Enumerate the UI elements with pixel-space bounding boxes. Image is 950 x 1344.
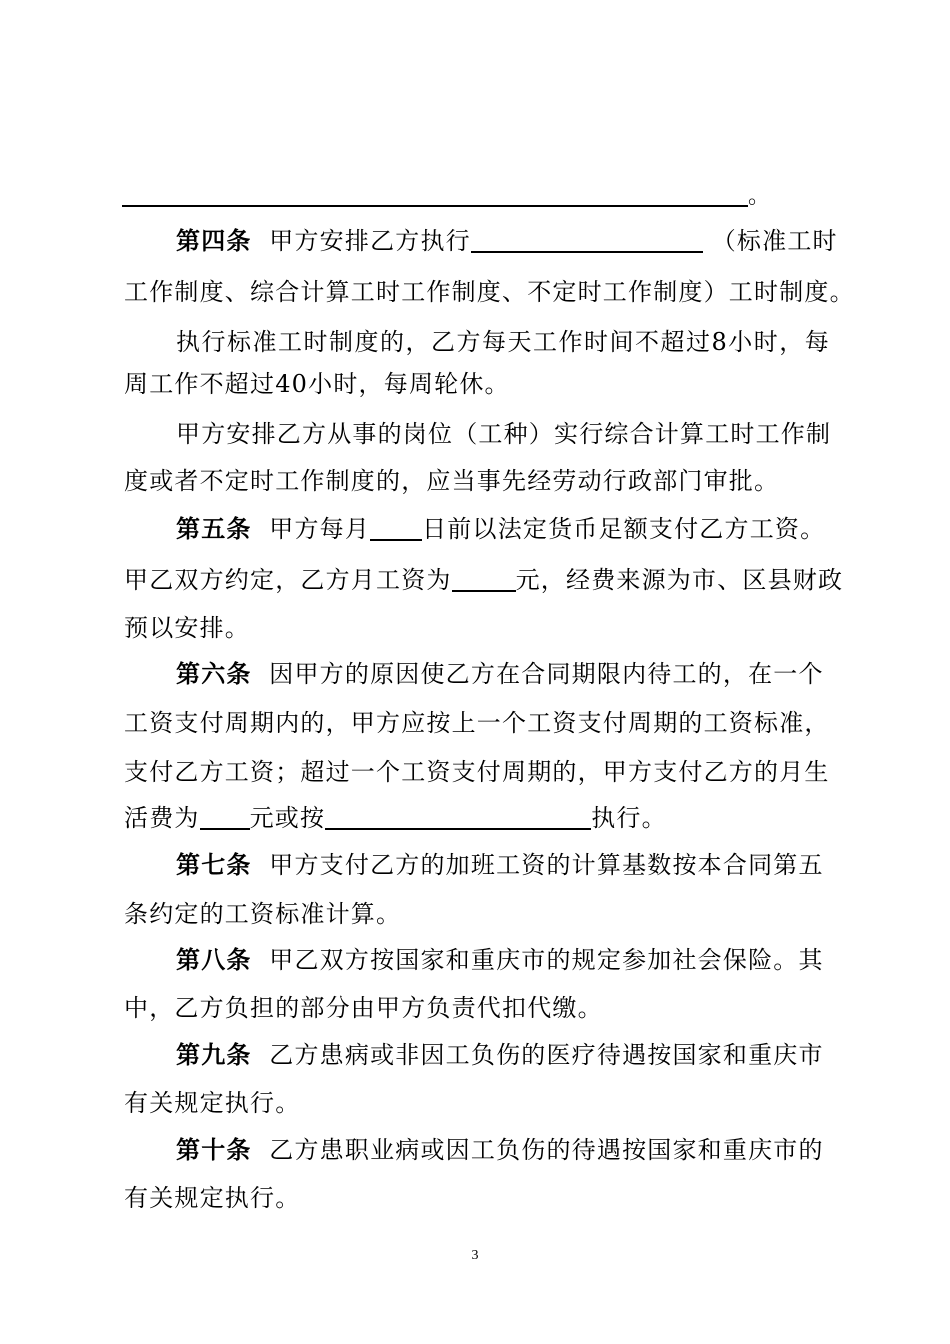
article-9-line-2: 有关规定执行。 <box>124 1089 301 1117</box>
article-9-title: 第九条 <box>176 1040 252 1069</box>
article-7-line-1: 第七条 甲方支付乙方的加班工资的计算基数按本合同第五 <box>176 850 824 879</box>
article-6-line-1: 第六条 因甲方的原因使乙方在合同期限内待工的，在一个 <box>176 659 824 688</box>
article-5-line-3: 预以安排。 <box>124 614 250 642</box>
article-7-title: 第七条 <box>176 850 252 879</box>
article-10-title: 第十条 <box>176 1135 252 1164</box>
article-6-line-4: 活费为 元或按 执行。 <box>124 804 667 832</box>
article-5-line-1: 第五条 甲方每月 日前以法定货币足额支付乙方工资。 <box>176 514 826 543</box>
blank-field <box>200 804 250 830</box>
blank-fill-line <box>122 205 748 207</box>
article-6-line-3: 支付乙方工资；超过一个工资支付周期的，甲方支付乙方的月生 <box>124 758 830 786</box>
article-8-line-2: 中，乙方负担的部分由甲方负责代扣代缴。 <box>124 994 603 1022</box>
article-4-line-3: 执行标准工时制度的，乙方每天工作时间不超过8小时，每 <box>176 328 830 356</box>
article-4-line-5: 甲方安排乙方从事的岗位（工种）实行综合计算工时工作制 <box>176 420 832 448</box>
article-5-line-2: 甲乙双方约定，乙方月工资为 元，经费来源为市、区县财政 <box>124 566 844 594</box>
article-8-line-1: 第八条 甲乙双方按国家和重庆市的规定参加社会保险。其 <box>176 945 824 974</box>
article-6-line-2: 工资支付周期内的，甲方应按上一个工资支付周期的工资标准， <box>124 709 830 737</box>
blank-field <box>471 227 703 253</box>
blank-field <box>452 566 516 592</box>
article-7-line-2: 条约定的工资标准计算。 <box>124 900 402 928</box>
blank-field <box>370 515 422 541</box>
article-4-title: 第四条 <box>176 226 252 255</box>
article-4-line-2: 工作制度、综合计算工时工作制度、不定时工作制度）工时制度。 <box>124 278 855 306</box>
article-10-line-1: 第十条 乙方患职业病或因工负伤的待遇按国家和重庆市的 <box>176 1135 824 1164</box>
page-number: 3 <box>471 1248 479 1263</box>
article-5-title: 第五条 <box>176 514 252 543</box>
article-4-line-6: 度或者不定时工作制度的，应当事先经劳动行政部门审批。 <box>124 467 780 495</box>
article-9-line-1: 第九条 乙方患病或非因工负伤的医疗待遇按国家和重庆市 <box>176 1040 824 1069</box>
article-6-title: 第六条 <box>176 659 252 688</box>
end-mark: 。 <box>748 184 771 209</box>
article-10-line-2: 有关规定执行。 <box>124 1184 301 1212</box>
article-8-title: 第八条 <box>176 945 252 974</box>
blank-field <box>325 804 591 830</box>
article-4-line-1: 第四条 甲方安排乙方执行 （标准工时 <box>176 226 838 255</box>
article-4-line-4: 周工作不超过40小时，每周轮休。 <box>124 370 510 398</box>
